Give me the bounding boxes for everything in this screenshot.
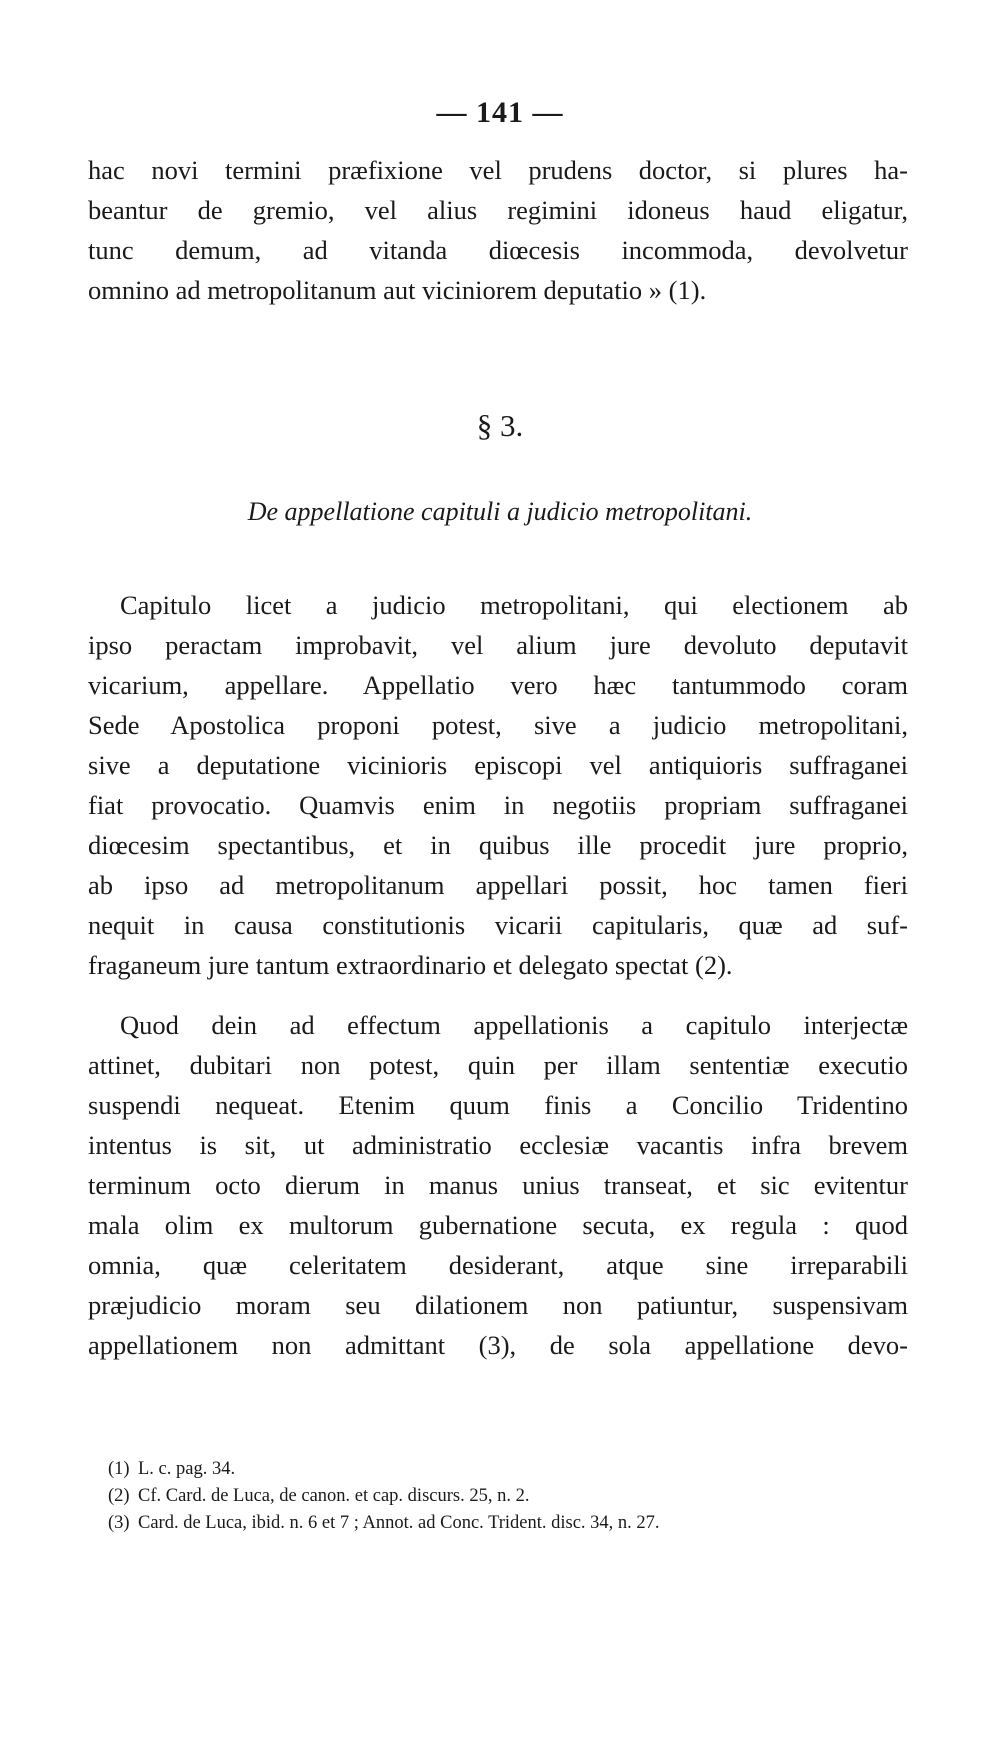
text-line: nequit in causa constitutionis vicarii capitularis, quæ ad suf-	[88, 910, 908, 940]
text-line: ab ipso ad metropolitanum appellari possit, hoc tamen fieri	[88, 870, 908, 900]
text-line: omnia, quæ celeritatem desiderant, atque sine irreparabili	[88, 1250, 908, 1280]
top-paragraph	[88, 150, 908, 310]
text-line: fraganeum jure tantum extraordinario et delegato spectat (2).	[88, 950, 733, 980]
footnote-number: (3)	[108, 1513, 130, 1533]
text-line: ipso peractam improbavit, vel alium jure devoluto deputavit	[88, 630, 908, 660]
text-line: attinet, dubitari non potest, quin per illam sententiæ executio	[88, 1050, 908, 1080]
text-line: fiat provocatio. Quamvis enim in negotiis propriam suffraganei	[88, 790, 908, 820]
footnote-number: (2)	[108, 1486, 130, 1506]
text-line: diœcesim spectantibus, et in quibus ille procedit jure proprio,	[88, 830, 908, 860]
footnote	[108, 1456, 928, 1483]
paragraph-1	[88, 585, 908, 985]
text-line: vicarium, appellare. Appellatio vero hæc tantummodo coram	[88, 670, 908, 700]
text-line: Sede Apostolica proponi potest, sive a judicio metropolitani,	[88, 710, 908, 740]
text-line: hac novi termini præfixione vel prudens doctor, si plures ha-	[88, 155, 908, 185]
paragraph-2	[88, 1005, 908, 1365]
text-line: terminum octo dierum in manus unius transeat, et sic evitentur	[88, 1170, 908, 1200]
text-line: tunc demum, ad vitanda diœcesis incommoda, devolvetur	[88, 235, 908, 265]
text-line: præjudicio moram seu dilationem non patiuntur, suspensivam	[88, 1290, 908, 1320]
text-line: Quod dein ad effectum appellationis a capitulo interjectæ	[120, 1010, 908, 1040]
footnote-text: L. c. pag. 34.	[138, 1459, 236, 1479]
text-line: intentus is sit, ut administratio ecclesiæ vacantis infra brevem	[88, 1130, 908, 1160]
section-title: De appellatione capituli a judicio metropolitani.	[247, 497, 753, 526]
text-line: sive a deputatione vicinioris episcopi vel antiquioris suffraganei	[88, 750, 908, 780]
footnote-text: Card. de Luca, ibid. n. 6 et 7 ; Annot. ad Conc. Trident. disc. 34, n. 27.	[138, 1513, 660, 1533]
footnote-number: (1)	[108, 1459, 130, 1479]
text-line: suspendi nequeat. Etenim quum finis a Concilio Tridentino	[88, 1090, 908, 1120]
text-line: omnino ad metropolitanum aut viciniorem deputatio » (1).	[88, 275, 707, 305]
footnote-text: Cf. Card. de Luca, de canon. et cap. discurs. 25, n. 2.	[138, 1486, 530, 1506]
section-heading: § 3.	[476, 408, 524, 443]
footnote	[108, 1510, 928, 1537]
footnote	[108, 1483, 928, 1510]
footnotes	[108, 1456, 928, 1537]
page-number: — 141 —	[436, 96, 564, 129]
text-line: beantur de gremio, vel alius regimini idoneus haud eligatur,	[88, 195, 908, 225]
text-line: Capitulo licet a judicio metropolitani, qui electionem ab	[120, 590, 908, 620]
text-line: appellationem non admittant (3), de sola appellatione devo-	[88, 1330, 908, 1360]
text-line: mala olim ex multorum gubernatione secuta, ex regula : quod	[88, 1210, 908, 1240]
